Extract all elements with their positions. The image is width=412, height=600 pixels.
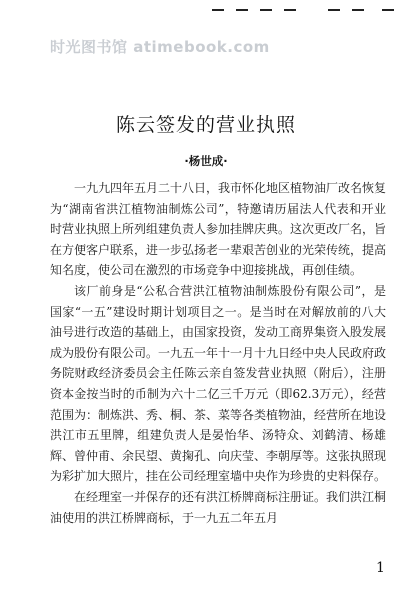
header-dash (284, 9, 296, 11)
header-dash (212, 9, 224, 11)
site-watermark: 时光图书馆 atimebook.com (50, 38, 270, 56)
article-title: 陈云签发的营业执照 (115, 114, 296, 136)
paragraph: 在经理室一并保存的还有洪江桥牌商标注册证。我们洪江桐油使用的洪江桥牌商标，于一九五二年五月 (50, 489, 387, 525)
paragraph: 一九九四年五月二十八日，我市怀化地区植物油厂改名恢复为“湖南省洪江植物油制炼公司”，特邀请历届法人代表和开业时营业执照上所列组建负责人参加挂牌庆典。这次更改厂名，旨在方便客户联系，进一步弘扬老一辈艰苦创业的光荣传统，提高知名度，使公司在激烈的市场竞争中迎接挑战，再创佳绩。 (50, 181, 387, 278)
header-dash (352, 9, 364, 11)
article-body (50, 178, 386, 528)
scan-header-marks (212, 6, 402, 14)
header-dash (260, 9, 272, 11)
paragraph: 该厂前身是“公私合营洪江植物油制炼股份有限公司”，是国家“一五”建设时期计划项目之一。是当时在对解放前的八大油号进行改造的基础上，由国家投资，发动工商界集资入股发展成为股份有限公司。一九五一年十一月十九日经中央人民政府政务院财政经济委员会主任陈云亲自签发营业执照（附后），注册资本金按当时的币制为六十二亿三千万元（即62.3万元），经营范围为：制炼洪、秀、桐、茶、菜等各类植物油，经营所在地设洪江市五里牌，组建负责人是晏怡华、汤特众、刘鹤清、杨雄辉、曾仲甫、余民望、黄掬孔、向庆莹、李朝厚等。这张执照现为彩扩加大照片，挂在公司经理室墙中央作为珍贵的史料保存。 (50, 283, 387, 484)
header-dash (382, 9, 394, 11)
article-author: ·杨世成· (184, 154, 228, 168)
page-number: 1 (376, 560, 385, 576)
header-dash (236, 9, 248, 11)
header-dash (328, 9, 340, 11)
